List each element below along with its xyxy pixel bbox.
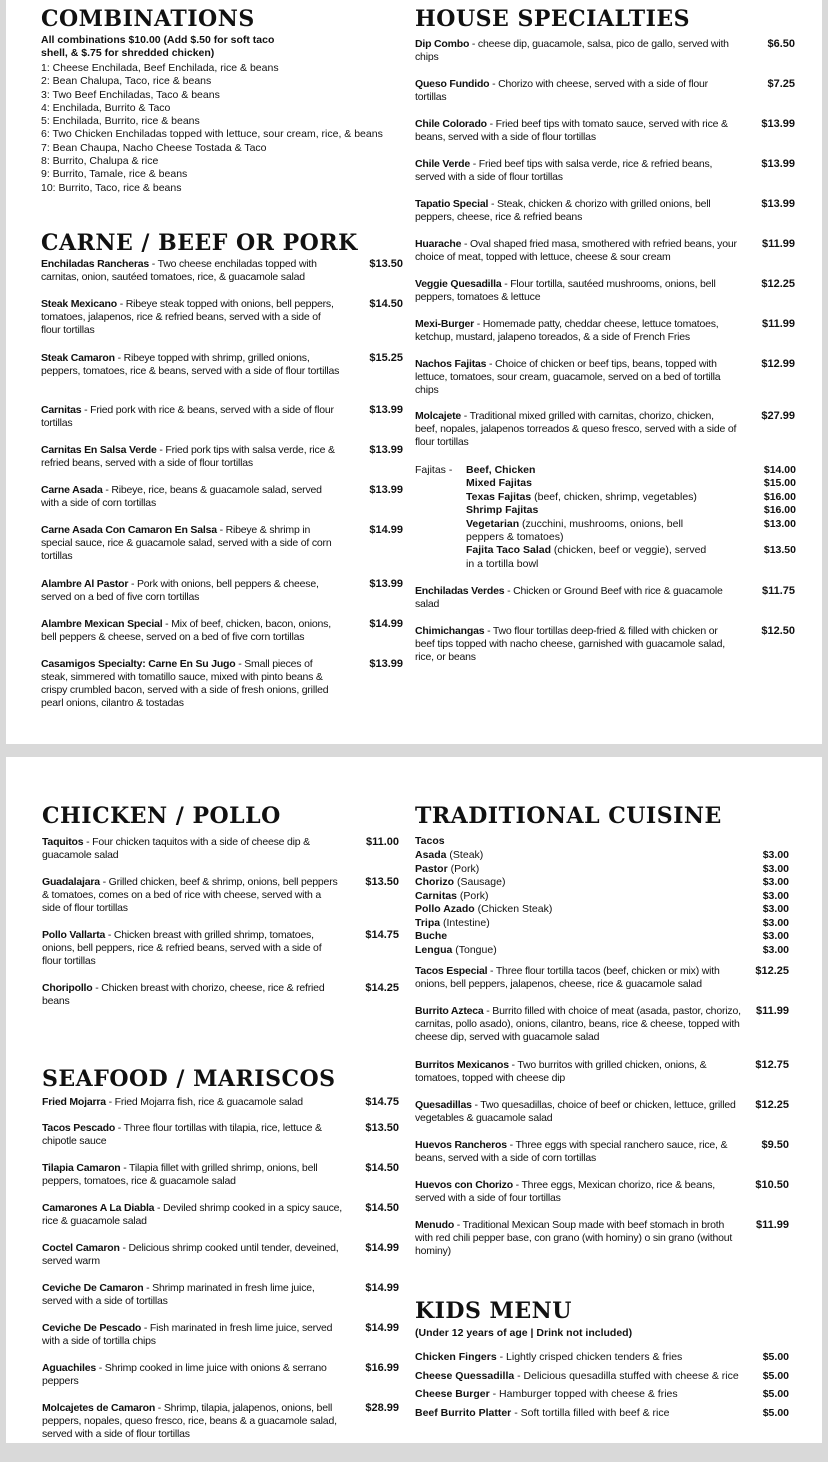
menu-item-name: Carnitas En Salsa Verde — [41, 444, 157, 456]
menu-item-description: - Grilled chicken, beef & shrimp, onions, bell peppers & tomatoes, comes on a bed of rice with cheese, served with a side of flour tortillas — [42, 876, 338, 914]
menu-row — [466, 544, 796, 571]
menu-item — [41, 658, 341, 710]
menu-item-description: - Ribeye & shrimp in special sauce, rice & guacamole salad, served with a side of corn tortillas — [41, 524, 332, 562]
menu-row-detail: (chicken, beef or veggie), served in a tortilla bowl — [466, 544, 707, 570]
menu-item-price: $14.75 — [365, 929, 399, 941]
menu-item-description: - Fried pork with rice & beans, served with a side of flour tortillas — [41, 404, 334, 429]
menu-row-name: Buche — [415, 930, 448, 942]
kids-section — [415, 1298, 795, 1438]
menu-item-name: Carnitas — [41, 404, 82, 416]
menu-item — [42, 1122, 342, 1148]
menu-item-name: Huarache — [415, 238, 462, 250]
tacos-list — [415, 849, 789, 957]
menu-item — [415, 118, 737, 144]
menu-item-description: - Three flour tortilla tacos (beef, chicken or mix) with onions, bell peppers, jalapenos, cheese, rice & guacamole salad — [415, 965, 720, 990]
menu-item — [415, 198, 737, 224]
menu-item-price: $16.99 — [365, 1362, 399, 1374]
menu-item-price: $13.99 — [369, 444, 403, 456]
combo-item: 3: Two Beef Enchiladas, Taco & beans — [41, 88, 220, 101]
combo-item: 2: Bean Chalupa, Taco, rice & beans — [41, 75, 212, 88]
menu-row — [415, 944, 789, 958]
menu-item-description: - Burrito filled with choice of meat (asada, pastor, chorizo, carnitas, pollo asado), onions, cilantro, beans, rice & cheese, topped with cheese dip, served with guacamole salad — [415, 1005, 741, 1043]
menu-item-description: - Traditional Mexican Soup made with beef stomach in broth with red chili pepper base, con grano (with hominy) o sin grano (without hominy) — [415, 1219, 733, 1257]
menu-item — [41, 258, 341, 284]
menu-item — [42, 1096, 342, 1109]
menu-item-price: $14.75 — [365, 1096, 399, 1108]
menu-item-description: - Four chicken taquitos with a side of cheese dip & guacamole salad — [42, 836, 310, 861]
menu-row-price: $16.00 — [763, 504, 796, 517]
combo-item: 4: Enchilada, Burrito & Taco — [41, 101, 171, 114]
menu-item-price: $14.25 — [365, 982, 399, 994]
menu-row-name: Shrimp Fajitas — [466, 504, 539, 517]
menu-item — [42, 1202, 342, 1228]
menu-item-price: $12.25 — [755, 965, 789, 977]
kids-item-name: Chicken Fingers — [415, 1351, 497, 1363]
menu-item-price: $12.25 — [761, 278, 795, 290]
menu-row — [466, 491, 796, 504]
menu-row-detail: (Steak) — [446, 849, 484, 861]
kids-list — [415, 1348, 789, 1422]
menu-row-name: Texas Fajitas — [466, 490, 532, 503]
menu-item-price: $13.50 — [369, 258, 403, 270]
menu-row-price: $13.00 — [763, 517, 796, 530]
menu-row — [415, 930, 789, 944]
menu-row-detail: (beef, chicken, shrimp, vegetables) — [531, 490, 697, 503]
menu-item-name: Alambre Mexican Special — [41, 618, 163, 630]
menu-item-price: $14.50 — [365, 1202, 399, 1214]
menu-item-name: Alambre Al Pastor — [41, 578, 129, 590]
menu-item-price: $13.99 — [761, 158, 795, 170]
kids-item-description: - Hamburger topped with cheese & fries — [489, 1388, 678, 1400]
menu-item-description: - Fried Mojarra fish, rice & guacamole salad — [105, 1096, 303, 1108]
menu-row-name: Beef, Chicken — [466, 464, 536, 476]
menu-item-price: $11.00 — [365, 836, 399, 848]
menu-item-name: Casamigos Specialty: Carne En Su Jugo — [41, 658, 236, 670]
menu-item-description: - Mix of beef, chicken, bacon, onions, bell peppers & cheese, served on a bed of five corn tortillas — [41, 618, 331, 643]
menu-item-description: - Oval shaped fried masa, smothered with refried beans, your choice of meat, topped with lettuce, cheese & sour cream — [415, 238, 737, 263]
menu-item-name: Tapatio Special — [415, 198, 489, 210]
menu-item — [41, 404, 341, 430]
menu-item — [41, 484, 341, 510]
menu-item-description: - Three flour tortillas with tilapia, rice, lettuce & chipotle sauce — [42, 1122, 322, 1147]
menu-item-name: Mexi-Burger — [415, 318, 475, 330]
menu-item-description: - Traditional mixed grilled with carnitas, chorizo, chicken, beef, nopales, jalapenos torreados & queso fresco, served with a side of flour tortillas — [415, 410, 737, 448]
menu-item-price: $12.25 — [755, 1099, 789, 1111]
combo-item: 1: Cheese Enchilada, Beef Enchilada, rice & beans — [41, 62, 279, 74]
fajitas-label: Fajitas - — [415, 464, 453, 476]
menu-item — [415, 358, 737, 397]
menu-item-price: $13.99 — [369, 658, 403, 670]
menu-item-name: Molcajetes de Camaron — [42, 1402, 156, 1414]
menu-item-description: - Shrimp, tilapia, jalapenos, onions, bell peppers, nopales, queso fresco, rice, beans & a guacamole salad, served with a side of flour tortillas — [42, 1402, 337, 1440]
menu-item-name: Veggie Quesadilla — [415, 278, 502, 290]
menu-item-description: - Shrimp marinated in fresh lime juice, served with a side of tortillas — [42, 1282, 315, 1307]
menu-item-description: - cheese dip, guacamole, salsa, pico de gallo, served with chips — [415, 38, 729, 63]
menu-item-price: $27.99 — [761, 410, 795, 422]
menu-item — [415, 1059, 741, 1085]
menu-item-price: $10.50 — [755, 1179, 789, 1191]
menu-item — [41, 524, 341, 563]
menu-item-price: $12.50 — [761, 625, 795, 637]
menu-item-price: $13.50 — [365, 1122, 399, 1134]
menu-item-name: Huevos con Chorizo — [415, 1179, 513, 1191]
menu-item-description: - Chicken breast with grilled shrimp, tomatoes, onions, bell peppers, rice & refried beans, served with a side of flour tortillas — [42, 929, 322, 967]
menu-item — [42, 1282, 342, 1308]
menu-item-name: Ceviche De Camaron — [42, 1282, 144, 1294]
menu-row-name: Chorizo — [415, 876, 455, 888]
menu-item-description: - Fish marinated in fresh lime juice, served with a side of tortilla chips — [42, 1322, 333, 1347]
menu-row-name: Mixed Fajitas — [466, 477, 532, 490]
menu-row — [415, 876, 789, 890]
menu-item-description: - Fried beef tips with tomato sauce, served with rice & beans, served with a side of flour tortillas — [415, 118, 728, 143]
menu-row-price: $3.00 — [762, 943, 789, 956]
menu-item — [415, 1219, 741, 1258]
kids-item — [415, 1385, 789, 1404]
chicken-section — [42, 803, 402, 1053]
menu-item-name: Enchiladas Rancheras — [41, 258, 150, 270]
menu-item-price: $14.99 — [365, 1322, 399, 1334]
menu-item-description: - Ribeye steak topped with onions, bell peppers, tomatoes, jalapenos, rice & refried beans, served with a side of flour tortillas — [41, 298, 334, 336]
menu-item-name: Chimichangas — [415, 625, 485, 637]
traditional-title: TRADITIONAL CUISINE — [415, 803, 722, 829]
menu-item-price: $14.99 — [365, 1242, 399, 1254]
menu-item-price: $13.99 — [761, 198, 795, 210]
menu-item-name: Burrito Azteca — [415, 1005, 484, 1017]
menu-item-name: Pollo Vallarta — [42, 929, 106, 941]
kids-item-description: - Delicious quesadilla stuffed with cheese & rice — [514, 1369, 739, 1382]
menu-item — [415, 38, 737, 64]
kids-item — [415, 1348, 789, 1367]
menu-item-description: - Three eggs with special ranchero sauce, rice, & beans, served with a side of corn tortillas — [415, 1139, 728, 1164]
menu-item-name: Tacos Especial — [415, 965, 488, 977]
menu-item-description: - Steak, chicken & chorizo with grilled onions, bell peppers, cheese, rice & refried beans — [415, 198, 711, 223]
menu-item — [415, 238, 737, 264]
menu-item-description: - Pork with onions, bell peppers & cheese, served on a bed of five corn tortillas — [41, 578, 319, 603]
menu-item-description: - Fried pork tips with salsa verde, rice & refried beans, served with a side of flour tortillas — [41, 444, 335, 469]
menu-item-price: $13.99 — [761, 118, 795, 130]
menu-item-name: Camarones A La Diabla — [42, 1202, 155, 1214]
kids-item-description: - Lightly crisped chicken tenders & fries — [496, 1351, 683, 1363]
menu-row — [415, 849, 789, 863]
menu-item — [415, 1099, 741, 1125]
kids-item-price: $5.00 — [762, 1369, 789, 1382]
menu-item — [41, 352, 341, 378]
menu-item — [415, 318, 737, 344]
menu-item-price: $14.99 — [369, 524, 403, 536]
menu-row — [415, 917, 789, 931]
menu-item — [415, 1139, 741, 1165]
kids-item-name: Cheese Burger — [415, 1388, 490, 1400]
menu-item-name: Enchiladas Verdes — [415, 585, 505, 597]
house-section — [415, 6, 795, 736]
menu-item-name: Tacos Pescado — [42, 1122, 116, 1134]
menu-item-price: $14.99 — [369, 618, 403, 630]
menu-item-name: Quesadillas — [415, 1099, 472, 1111]
menu-item — [42, 836, 342, 862]
menu-item-price: $11.99 — [761, 238, 795, 250]
menu-item-price: $11.99 — [755, 1005, 789, 1017]
menu-item — [415, 1179, 741, 1205]
menu-item-price: $7.25 — [767, 78, 795, 90]
kids-title: KIDS MENU — [415, 1298, 572, 1324]
kids-item-price: $5.00 — [762, 1351, 789, 1363]
menu-row — [466, 518, 796, 545]
seafood-title: SEAFOOD / MARISCOS — [42, 1066, 336, 1092]
menu-item-name: Coctel Camaron — [42, 1242, 120, 1254]
combinations-title: COMBINATIONS — [41, 6, 255, 32]
menu-row-price: $3.00 — [762, 903, 789, 915]
kids-item-price: $5.00 — [762, 1406, 789, 1419]
menu-item — [41, 618, 341, 644]
menu-item-description: - Two burritos with grilled chicken, onions, & tomatoes, topped with cheese dip — [415, 1059, 707, 1084]
menu-item-price: $11.99 — [761, 318, 795, 330]
menu-page-1 — [6, 0, 822, 744]
menu-item — [415, 278, 737, 304]
menu-item-price: $15.25 — [369, 352, 403, 364]
menu-row-name: Tripa — [415, 916, 441, 929]
menu-item-price: $14.99 — [365, 1282, 399, 1294]
menu-item-description: - Ribeye topped with shrimp, grilled onions, peppers, tomatoes, rice & beans, served with a side of flour tortillas — [41, 352, 340, 377]
menu-row-price: $15.00 — [763, 477, 796, 490]
menu-item — [41, 298, 341, 337]
menu-item-description: - Deviled shrimp cooked in a spicy sauce, rice & guacamole salad — [42, 1202, 342, 1227]
menu-item-description: - Fried beef tips with salsa verde, rice & refried beans, served with a side of flour tortillas — [415, 158, 713, 183]
menu-item-name: Burritos Mexicanos — [415, 1059, 509, 1071]
menu-item-name: Nachos Fajitas — [415, 358, 487, 370]
chicken-title: CHICKEN / POLLO — [42, 803, 281, 829]
menu-row — [415, 863, 789, 877]
kids-item-price: $5.00 — [762, 1388, 789, 1400]
menu-item-name: Menudo — [415, 1219, 455, 1231]
menu-row-price: $3.00 — [762, 930, 789, 942]
menu-item-description: - Ribeye, rice, beans & guacamole salad, served with a side of corn tortillas — [41, 484, 322, 509]
tacos-label: Tacos — [415, 835, 445, 847]
menu-row-detail: (Chicken Steak) — [474, 903, 553, 915]
menu-item — [415, 625, 737, 664]
menu-item-description: - Tilapia fillet with grilled shrimp, onions, bell peppers, tomatoes, rice & guacamole salad — [42, 1162, 318, 1187]
house-title: HOUSE SPECIALTIES — [415, 6, 691, 32]
menu-item — [41, 444, 341, 470]
menu-row-name: Vegetarian — [466, 517, 520, 530]
menu-row — [466, 504, 796, 517]
menu-row-price: $3.00 — [762, 916, 789, 929]
menu-item — [415, 158, 737, 184]
menu-item-description: - Homemade patty, cheddar cheese, lettuce tomatoes, ketchup, mustard, jalapeno toreados, & a side of French Fries — [415, 318, 719, 343]
menu-item-description: - Chorizo with cheese, served with a side of flour tortillas — [415, 78, 708, 103]
menu-item — [415, 410, 737, 449]
menu-item-name: Chile Verde — [415, 158, 470, 170]
menu-item-name: Carne Asada Con Camaron En Salsa — [41, 524, 217, 536]
menu-item — [41, 578, 341, 604]
carne-section — [41, 230, 401, 730]
menu-item-name: Fried Mojarra — [42, 1096, 106, 1108]
menu-item-name: Aguachiles — [42, 1362, 97, 1374]
menu-item-name: Steak Mexicano — [41, 298, 117, 310]
menu-item — [415, 78, 737, 104]
menu-row-price: $3.00 — [762, 862, 789, 875]
menu-item-name: Molcajete — [415, 410, 462, 422]
menu-row-name: Pollo Azado — [415, 903, 475, 915]
menu-row-name: Fajita Taco Salad — [466, 544, 551, 557]
combo-item: 5: Enchilada, Burrito, rice & beans — [41, 115, 200, 128]
menu-item-price: $13.99 — [369, 578, 403, 590]
menu-item-description: - Shrimp cooked in lime juice with onions & serrano peppers — [42, 1362, 327, 1387]
menu-item-price: $11.99 — [755, 1219, 789, 1231]
menu-row — [415, 890, 789, 904]
menu-row-price: $13.50 — [763, 544, 796, 557]
menu-item-description: - Three eggs, Mexican chorizo, rice & beans, served with a side of four tortillas — [415, 1179, 715, 1204]
menu-item-price: $13.99 — [369, 484, 403, 496]
combo-item: 10: Burrito, Taco, rice & beans — [41, 181, 182, 194]
menu-item — [42, 1322, 342, 1348]
menu-item-price: $12.99 — [761, 358, 795, 370]
menu-item-description: - Small pieces of steak, simmered with tomatillo sauce, mixed with pinto beans & crispy crumbled bacon, served with a side of fresh onions, grilled pearl onions, cilantro & tostadas — [41, 658, 329, 709]
traditional-section — [415, 803, 795, 1283]
menu-item — [42, 1242, 342, 1268]
combo-item: 6: Two Chicken Enchiladas topped with lettuce, sour cream, rice, & beans — [41, 128, 383, 141]
menu-item-description: - Two quesadillas, choice of beef or chicken, lettuce, grilled vegetables & guacamole salad — [415, 1099, 736, 1124]
menu-row-price: $16.00 — [763, 490, 796, 503]
menu-item — [42, 982, 342, 1008]
menu-row — [466, 477, 796, 490]
menu-item-price: $14.50 — [369, 298, 403, 310]
menu-item-description: - Two cheese enchiladas topped with carnitas, onion, sautéed tomatoes, rice, & guacamole salad — [41, 258, 317, 283]
combo-item: 7: Bean Chaupa, Nacho Cheese Tostada & Taco — [41, 141, 267, 154]
kids-item-description: - Soft tortilla filled with beef & rice — [511, 1406, 670, 1419]
menu-row-name: Asada — [415, 849, 447, 861]
menu-item-name: Taquitos — [42, 836, 84, 848]
combo-item: 9: Burrito, Tamale, rice & beans — [41, 168, 188, 181]
menu-item-name: Steak Camaron — [41, 352, 115, 364]
seafood-section — [42, 1066, 402, 1446]
menu-item — [42, 1362, 342, 1388]
combinations-list — [41, 62, 401, 195]
menu-item-name: Guadalajara — [42, 876, 100, 888]
menu-row-name: Pastor — [415, 862, 448, 875]
menu-row — [415, 903, 789, 917]
carne-title: CARNE / BEEF OR PORK — [41, 230, 358, 256]
menu-page-2 — [6, 757, 822, 1443]
menu-item-name: Dip Combo — [415, 38, 470, 50]
menu-item-description: - Chicken breast with chorizo, cheese, rice & refried beans — [42, 982, 325, 1007]
menu-item — [415, 585, 737, 611]
menu-row-detail: (Intestine) — [440, 916, 490, 929]
menu-row-detail: (Sausage) — [454, 876, 506, 888]
kids-item-name: Beef Burrito Platter — [415, 1406, 512, 1419]
kids-item-name: Cheese Quessadilla — [415, 1369, 515, 1382]
menu-item — [42, 929, 342, 968]
menu-item — [42, 876, 342, 915]
menu-item — [42, 1162, 342, 1188]
menu-item-description: - Flour tortilla, sautéed mushrooms, onions, bell peppers, tomatoes & lettuce — [415, 278, 716, 303]
menu-item-price: $13.50 — [365, 876, 399, 888]
menu-item-name: Ceviche De Pescado — [42, 1322, 142, 1334]
menu-item-name: Queso Fundido — [415, 78, 490, 90]
menu-row-detail: (Pork) — [457, 889, 489, 902]
menu-item-name: Huevos Rancheros — [415, 1139, 507, 1151]
combinations-section — [41, 6, 401, 195]
menu-row-price: $3.00 — [762, 849, 789, 861]
menu-item-name: Chile Colorado — [415, 118, 487, 130]
menu-item-price: $6.50 — [767, 38, 795, 50]
kids-item — [415, 1404, 789, 1423]
menu-row-detail: (Pork) — [447, 862, 480, 875]
menu-row-price: $3.00 — [762, 889, 789, 902]
menu-row-price: $14.00 — [763, 464, 796, 476]
menu-item-name: Carne Asada — [41, 484, 103, 496]
menu-item — [415, 965, 741, 991]
menu-item-price: $14.50 — [365, 1162, 399, 1174]
menu-item — [415, 1005, 741, 1044]
menu-item-price: $13.99 — [369, 404, 403, 416]
combinations-note: All combinations $10.00 (Add $.50 for soft taco shell, & $.75 for shredded chicken) — [41, 34, 275, 59]
menu-item-price: $9.50 — [761, 1139, 789, 1151]
menu-item-description: - Delicious shrimp cooked until tender, deveined, served warm — [42, 1242, 339, 1267]
menu-item-description: - Chicken or Ground Beef with rice & guacamole salad — [415, 585, 723, 610]
kids-item — [415, 1367, 789, 1386]
kids-note: (Under 12 years of age | Drink not included) — [415, 1327, 633, 1339]
menu-item-price: $12.75 — [755, 1059, 789, 1071]
menu-row-detail: (Tongue) — [452, 943, 497, 956]
combo-item: 8: Burrito, Chalupa & rice — [41, 155, 159, 168]
menu-row-price: $3.00 — [762, 876, 789, 888]
menu-item-description: - Choice of chicken or beef tips, beans, topped with lettuce, tomatoes, sour cream, guacamole, served on a bed of tortilla chips — [415, 358, 721, 396]
fajitas-list — [466, 464, 796, 571]
menu-row-name: Lengua — [415, 943, 453, 956]
menu-row — [466, 464, 796, 477]
menu-row-detail: (zucchini, mushrooms, onions, bell peppers & tomatoes) — [466, 517, 684, 544]
menu-item-price: $11.75 — [761, 585, 795, 597]
menu-item-name: Choripollo — [42, 982, 93, 994]
menu-item — [42, 1402, 342, 1441]
menu-row-name: Carnitas — [415, 889, 458, 902]
menu-item-description: - Two flour tortillas deep-fried & filled with chicken or beef tips topped with nacho cheese, garnished with guacamole salad, rice, or beans — [415, 625, 725, 663]
menu-item-price: $28.99 — [365, 1402, 399, 1414]
menu-item-name: Tilapia Camaron — [42, 1162, 121, 1174]
